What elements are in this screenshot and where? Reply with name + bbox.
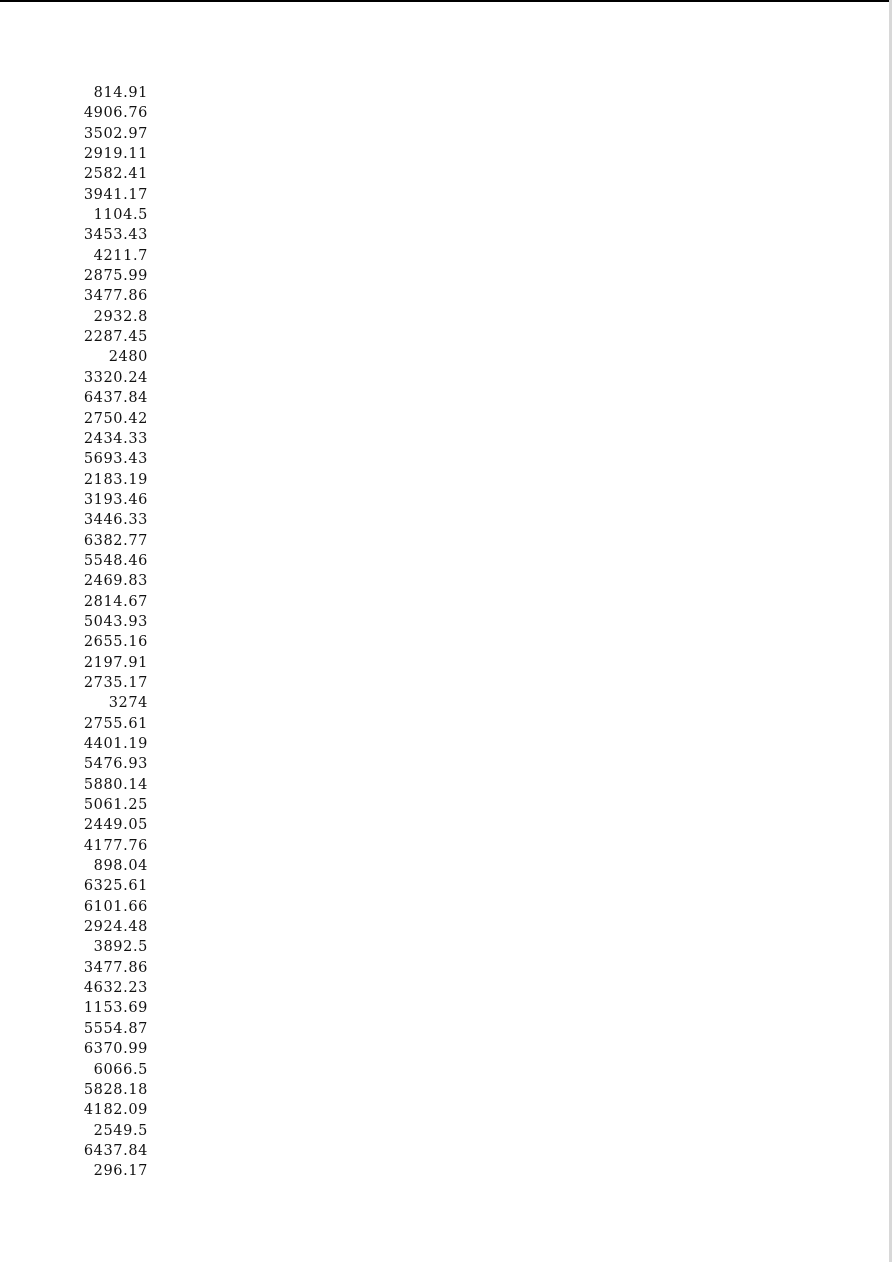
value-cell: 1104.5 (93, 207, 148, 224)
value-cell: 4906.76 (83, 105, 148, 122)
value-cell: 6101.66 (83, 898, 148, 915)
value-cell: 1153.69 (83, 1000, 148, 1017)
value-cell: 2549.5 (93, 1122, 148, 1139)
value-cell: 4211.7 (93, 247, 148, 264)
value-cell: 2932.8 (93, 308, 148, 325)
value-cell: 2814.67 (83, 593, 148, 610)
value-cell: 2197.91 (83, 654, 148, 671)
value-cell: 3453.43 (83, 227, 148, 244)
value-cell: 4632.23 (83, 980, 148, 997)
value-cell: 6325.61 (83, 878, 148, 895)
value-cell: 4182.09 (83, 1102, 148, 1119)
value-cell: 2735.17 (83, 674, 148, 691)
value-cell: 5043.93 (83, 613, 148, 630)
value-cell: 3941.17 (83, 186, 148, 203)
value-cell: 2287.45 (83, 329, 148, 346)
value-cell: 3446.33 (83, 512, 148, 529)
value-cell: 2755.61 (83, 715, 148, 732)
value-cell: 2469.83 (83, 573, 148, 590)
value-cell: 6437.84 (83, 1142, 148, 1159)
value-cell: 2480 (108, 349, 148, 366)
value-cell: 2750.42 (83, 410, 148, 427)
value-column (60, 83, 148, 1182)
value-cell: 5828.18 (83, 1081, 148, 1098)
value-cell: 2582.41 (83, 166, 148, 183)
value-cell: 814.91 (93, 85, 148, 101)
value-cell: 5554.87 (83, 1020, 148, 1037)
value-cell: 5693.43 (83, 451, 148, 468)
value-cell: 5548.46 (83, 552, 148, 569)
value-cell: 4401.19 (83, 736, 148, 752)
value-cell: 2183.19 (83, 471, 148, 488)
value-cell: 4177.76 (83, 837, 148, 854)
value-cell: 2875.99 (83, 268, 148, 285)
value-cell: 3477.86 (83, 288, 148, 305)
value-cell: 6370.99 (83, 1041, 148, 1058)
value-cell: 2434.33 (83, 430, 148, 447)
value-cell: 3892.5 (93, 939, 148, 956)
value-cell: 296.17 (93, 1163, 148, 1180)
value-cell: 3193.46 (83, 491, 148, 508)
value-cell: 3477.86 (83, 959, 148, 976)
value-cell: 5880.14 (83, 776, 148, 793)
value-cell: 2655.16 (83, 634, 148, 651)
value-cell: 5476.93 (83, 756, 148, 773)
value-cell: 898.04 (93, 858, 148, 875)
value-cell: 2924.48 (83, 919, 148, 936)
value-cell: 2449.05 (83, 817, 148, 834)
page-top-border (0, 0, 892, 2)
value-cell: 3502.97 (83, 125, 148, 142)
value-cell: 6066.5 (93, 1061, 148, 1078)
value-cell: 3320.24 (83, 369, 148, 386)
value-cell: 6382.77 (83, 532, 148, 549)
value-cell: 2919.11 (83, 146, 148, 163)
value-cell: 5061.25 (83, 797, 148, 814)
value-cell: 3274 (108, 695, 148, 712)
value-cell: 6437.84 (83, 390, 148, 407)
